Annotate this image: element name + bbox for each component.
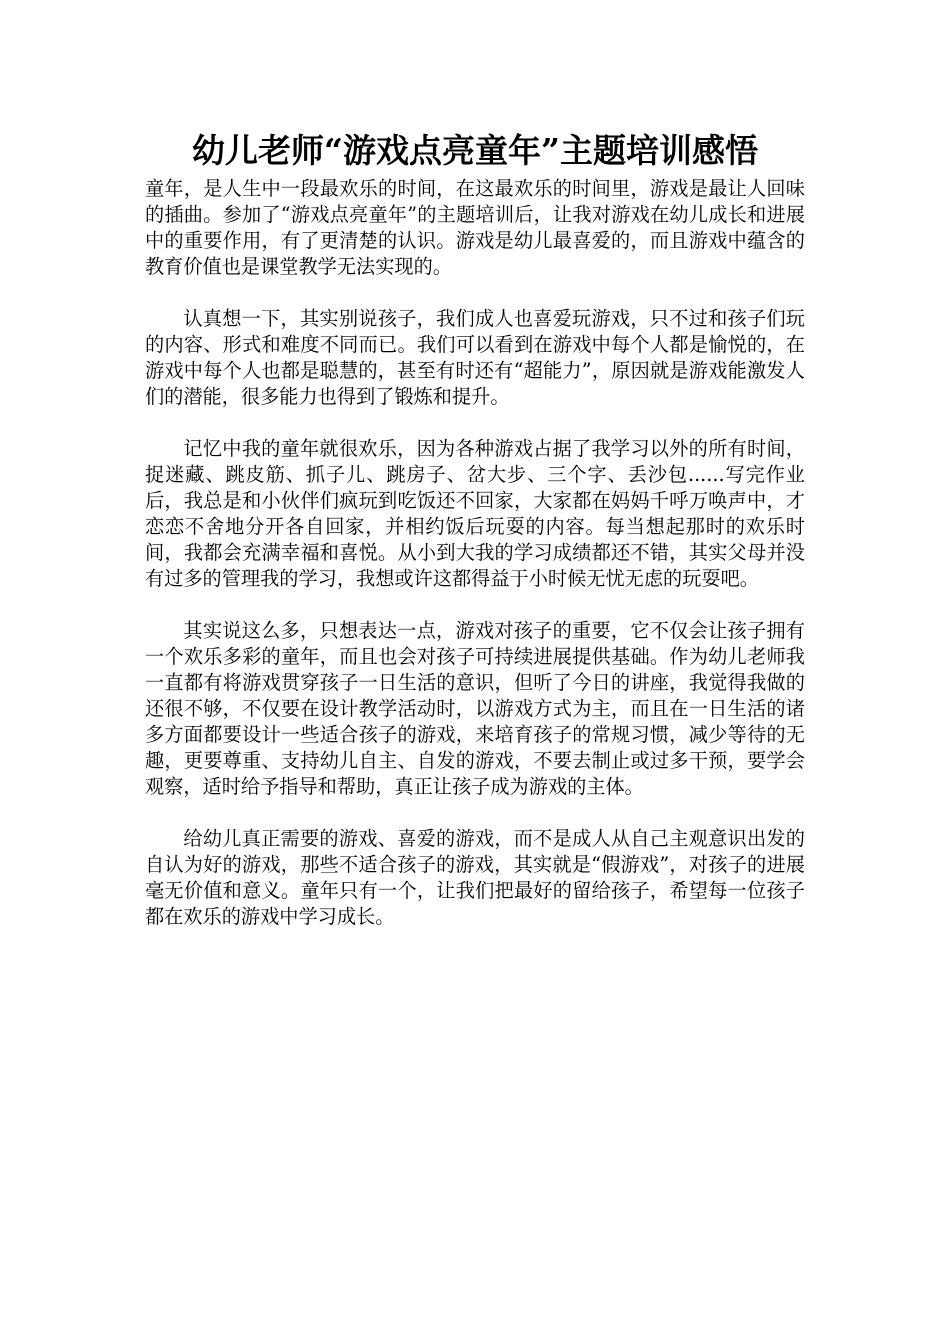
document-title: 幼儿老师“游戏点亮童年”主题培训感悟 (192, 131, 758, 170)
document-body (145, 176, 805, 930)
paragraph-childhood-memory: 记忆中我的童年就很欢乐，因为各种游戏占据了我学习以外的所有时间，捉迷藏、跳皮筋、抓子儿、跳房子、岔大步、三个字、丢沙包......写完作业后，我总是和小伙伴们疯玩到吃饭还不回家，大家都在妈妈千呼万唤声中，才恋恋不舍地分开各自回家，并相约饭后玩耍的内容。每当想起那时的欢乐时间，我都会充满幸福和喜悦。从小到大我的学习成绩都还不错，其实父母并没有过多的管理我的学习，我想或许这都得益于小时候无忧无虑的玩耍吧。 (145, 437, 805, 590)
paragraph-adults-play: 认真想一下，其实别说孩子，我们成人也喜爱玩游戏，只不过和孩子们玩的内容、形式和难度不同而已。我们可以看到在游戏中每个人都是愉悦的，在游戏中每个人也都是聪慧的，甚至有时还有“超能力”，原因就是游戏能激发人们的潜能，很多能力也得到了锻炼和提升。 (145, 307, 805, 408)
paragraph-intro: 童年，是人生中一段最欢乐的时间，在这最欢乐的时间里，游戏是最让人回味的插曲。参加了“游戏点亮童年”的主题培训后，让我对游戏在幼儿成长和进展中的重要作用，有了更清楚的认识。游戏是幼儿最喜爱的，而且游戏中蕴含的教育价值也是课堂教学无法实现的。 (145, 177, 805, 278)
paragraph-conclusion: 给幼儿真正需要的游戏、喜爱的游戏，而不是成人从自己主观意识出发的自认为好的游戏，那些不适合孩子的游戏，其实就是“假游戏”，对孩子的进展毫无价值和意义。童年只有一个，让我们把最好的留给孩子，希望每一位孩子都在欢乐的游戏中学习成长。 (145, 827, 805, 928)
document-page (145, 128, 805, 956)
paragraph-importance: 其实说这么多，只想表达一点，游戏对孩子的重要，它不仅会让孩子拥有一个欢乐多彩的童年，而且也会对孩子可持续进展提供基础。作为幼儿老师我一直都有将游戏贯穿孩子一日生活的意识，但听了今日的讲座，我觉得我做的还很不够，不仅要在设计教学活动时，以游戏方式为主，而且在一日生活的诸多方面都要设计一些适合孩子的游戏，来培育孩子的常规习惯，减少等待的无趣，更要尊重、支持幼儿自主、自发的游戏，不要去制止或过多干预，要学会观察，适时给予指导和帮助，真正让孩子成为游戏的主体。 (145, 619, 805, 798)
